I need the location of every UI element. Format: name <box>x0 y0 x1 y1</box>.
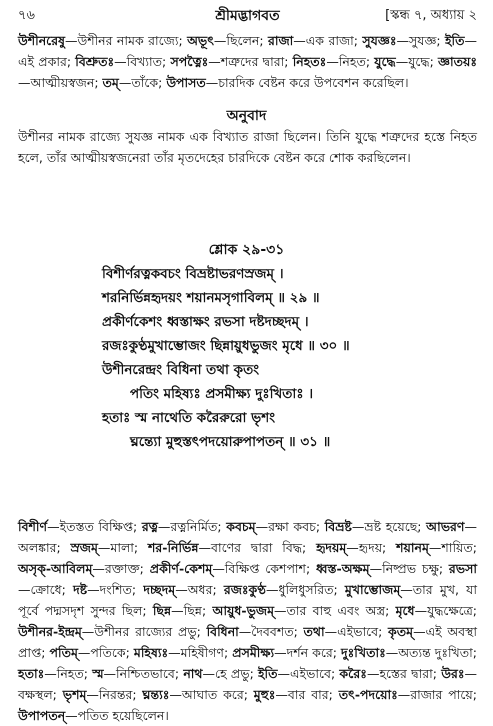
synonym-meaning: —হে প্রভু; <box>202 666 259 681</box>
synonym-meaning: —এইভাবে; <box>277 666 340 681</box>
synonym-meaning: —তাঁকে; <box>118 75 167 90</box>
synonym-word: ভৃশম্ <box>62 687 87 702</box>
synonym-meaning: —তার বাহু এবং অস্ত্র; <box>274 603 396 618</box>
synonym-meaning: —চারদিক বেষ্টন করে উপবেশন করেছিল। <box>205 75 409 90</box>
section-reference: [স্কন্ধ ৭, অধ্যায় ২ <box>385 8 477 23</box>
synonym-meaning: —এই অবস্থা প্রাপ্ত; <box>18 624 478 660</box>
synonym-word: পতিম্ <box>49 645 78 660</box>
synonym-meaning: —শত্রুদের দ্বারা; <box>208 54 293 69</box>
translation-heading: অনুবাদ <box>226 108 267 124</box>
synonyms-top <box>18 30 477 93</box>
verse-line: পতিং মহিষ্যঃ প্রসমীক্ষ্য দুঃখিতাঃ । <box>130 386 314 402</box>
synonym-word: বিভ্রষ্ট <box>324 519 352 534</box>
synonym-word: দষ্ট <box>73 582 88 597</box>
synonym-meaning: —পতিত হয়েছিলেন। <box>65 708 169 723</box>
synonym-word: শর-নির্ভিন্ন <box>147 540 199 555</box>
synonym-word: মুহুঃ <box>253 687 276 702</box>
synonym-meaning: —নিহত; <box>326 54 375 69</box>
synonym-word: স্রজম্ <box>70 540 98 555</box>
synonym-word: যুদ্ধে <box>374 54 396 69</box>
verse-line: হতাঃ স্ম নাথেতি করৈরুরো ভৃশং <box>102 410 276 426</box>
synonym-word: বিশীর্ণ <box>18 519 48 534</box>
synonym-meaning: —ভ্রষ্ট হয়েছে; <box>351 519 427 534</box>
synonym-word: তৎ-পদয়োঃ <box>338 687 398 702</box>
synonym-meaning: —ছিন্ন; <box>171 603 213 618</box>
synonym-meaning: —বাণের দ্বারা বিদ্ধ; <box>198 540 317 555</box>
synonym-meaning: —বক্ষস্থল; <box>18 666 477 702</box>
synonym-meaning: —বিক্ষিপ্ত কেশপাশ; <box>212 561 317 576</box>
synonym-meaning: —হৃদয়; <box>346 540 397 555</box>
synonym-word: কবচম্ <box>226 519 256 534</box>
verse-line: প্রকীর্ণকেশং ধ্বস্তাক্ষং রভসা দষ্টদচ্ছদম্ । <box>102 314 309 330</box>
book-title: শ্রীমদ্ভাগবত <box>215 8 280 24</box>
synonym-word: ধ্বস্ত-অক্ষম্ <box>316 561 370 576</box>
synonym-meaning: —শায়িত; <box>428 540 477 555</box>
synonym-meaning: —রাজার পায়ে; <box>397 687 478 702</box>
synonym-meaning: —হস্তের দ্বারা; <box>366 666 442 681</box>
synonym-word: হৃদয়ম্ <box>316 540 347 555</box>
synonyms-bottom <box>18 516 477 726</box>
synonym-word: স্ম <box>92 666 104 681</box>
synonym-meaning: —অলঙ্কার; <box>18 519 477 555</box>
synonym-word: রাজা <box>267 33 294 48</box>
synonym-meaning: —আত্মীয়স্বজন; <box>18 75 103 90</box>
synonym-word: হতাঃ <box>18 666 45 681</box>
synonym-meaning: —এই প্রকার; <box>18 33 477 69</box>
synonym-meaning: —রক্তাক্ত; <box>92 561 150 576</box>
synonym-word: মৃধে <box>395 603 415 618</box>
synonym-word: বিধিনা <box>206 624 239 639</box>
synonym-meaning: —ক্রোধে; <box>18 582 74 597</box>
synonym-meaning: —দংশিত; <box>87 582 144 597</box>
synonym-meaning: —এইভাবে; <box>324 624 389 639</box>
synonym-word: ছিন্ন <box>152 603 172 618</box>
synonym-meaning: —নিহত; <box>44 666 93 681</box>
verse-heading: শ্লোক ২৯-৩১ <box>208 242 285 258</box>
synonym-word: আভরণ <box>426 519 465 534</box>
synonym-word: তম্ <box>102 75 119 90</box>
synonym-word: সপত্নৈঃ <box>170 54 209 69</box>
synonym-meaning: —ইতস্তত বিক্ষিপ্ত; <box>47 519 142 534</box>
synonym-meaning: —সুযজ্ঞ; <box>396 33 446 48</box>
verse-block <box>18 262 477 454</box>
verse-line: ঘ্নন্ত্যো মুহুস্তৎপদয়োরুপাপতন্ ॥ ৩১ ॥ <box>130 434 331 450</box>
synonym-word: অভূৎ <box>187 33 214 48</box>
synonym-word: উপাসত <box>166 75 206 90</box>
synonym-word: উরঃ <box>441 666 465 681</box>
synonym-word: করৈঃ <box>339 666 367 681</box>
synonym-word: রভসা <box>448 561 477 576</box>
synonym-word: বিশ্রুতঃ <box>75 54 115 69</box>
synonym-meaning: —উশীনর রাজ্যের প্রভু; <box>81 624 207 639</box>
synonym-meaning: —নিশ্চিতভাবে; <box>103 666 184 681</box>
synonym-meaning: —অধর; <box>175 582 224 597</box>
synonym-meaning: —ছিলেন; <box>213 33 268 48</box>
synonym-word: মহিষ্যঃ <box>133 645 169 660</box>
synonym-word: ঘ্নন্ত্যঃ <box>142 687 170 702</box>
synonym-meaning: —তার মুখ, যা পূর্বে পদ্মসদৃশ সুন্দর ছিল; <box>18 582 477 618</box>
synonym-meaning: —এক রাজা; <box>293 33 363 48</box>
verse-line: রজঃকুণ্ঠমুখাম্ভোজং ছিন্নায়ুধভুজং মৃধে ॥ ৩০ ॥ <box>102 338 350 354</box>
synonym-word: রত্ন <box>141 519 158 534</box>
translation-text: উশীনর নামক রাজ্যে সুযজ্ঞ নামক এক বিখ্যাত রাজা ছিলেন। তিনি যুদ্ধে শত্রুদের হস্তে নিহত হলে, তাঁর আত্মীয়স্বজনেরা তাঁর মৃতদেহের চারদিকে বেষ্টন করে শোক করছিলেন। <box>18 129 477 165</box>
synonym-word: প্রসমীক্ষ্য <box>232 645 275 660</box>
synonym-word: মুখাম্ভোজম্ <box>344 582 401 597</box>
synonym-meaning: —রক্ষা কবচ; <box>255 519 325 534</box>
synonym-meaning: —দৈববশত; <box>238 624 304 639</box>
synonym-meaning: —যুদ্ধে; <box>395 54 439 69</box>
synonym-meaning: —বিখ্যাত; <box>114 54 171 69</box>
synonym-meaning: —নিষ্প্রভ চক্ষু; <box>369 561 449 576</box>
synonym-word: আয়ুধ-ভুজম্ <box>212 603 275 618</box>
synonym-word: ইতি <box>258 666 278 681</box>
synonym-meaning: —মহিষীগণ; <box>168 645 233 660</box>
synonym-meaning: —দর্শন করে; <box>274 645 342 660</box>
synonym-word: উপাপতন্ <box>18 708 66 723</box>
synonym-word: নাথ <box>183 666 203 681</box>
page-number: ৭৬ <box>18 8 35 23</box>
verse-line: শরনির্ভিন্নহৃদয়ং শয়ানমসৃগাবিলম্ ॥ ২৯ ॥ <box>102 290 320 306</box>
synonym-meaning: —নিরন্তর; <box>86 687 143 702</box>
synonym-word: শয়ানম্ <box>396 540 429 555</box>
synonym-word: দুঃখিতাঃ <box>341 645 386 660</box>
synonym-meaning: —রত্ননির্মিত; <box>157 519 227 534</box>
synonym-meaning: —যুদ্ধক্ষেত্রে; <box>414 603 477 618</box>
synonym-word: সুযজ্ঞঃ <box>362 33 397 48</box>
synonym-word: ইতি <box>445 33 465 48</box>
verse-line: বিশীর্ণরত্নকবচং বিভ্রষ্টাভরণস্রজম্ । <box>102 266 284 282</box>
synonym-word: রজঃকুণ্ঠ <box>223 582 266 597</box>
synonym-word: নিহতঃ <box>292 54 327 69</box>
synonym-meaning: —উশীনর নামক রাজ্যে; <box>64 33 188 48</box>
synonym-meaning: —পতিকে; <box>77 645 134 660</box>
synonym-meaning: —মালা; <box>97 540 148 555</box>
verse-line: উশীনরেন্দ্রং বিধিনা তথা কৃতং <box>102 362 260 378</box>
synonym-meaning: —ধুলিধুসরিত; <box>265 582 345 597</box>
synonym-word: উশীনরেষু <box>18 33 65 48</box>
synonym-word: প্রকীর্ণ-কেশম্ <box>149 561 213 576</box>
synonym-word: তথা <box>303 624 325 639</box>
synonym-meaning: —বার বার; <box>275 687 339 702</box>
synonym-word: কৃতম্ <box>388 624 414 639</box>
page-header <box>18 4 477 26</box>
synonym-word: জ্ঞাতয়ঃ <box>438 54 478 69</box>
synonym-word: দচ্ছদম্ <box>143 582 176 597</box>
synonym-word: উশীনর-ইন্দ্রম্ <box>18 624 82 639</box>
synonym-word: অসৃক্-আবিলম্ <box>18 561 93 576</box>
synonym-meaning: —অত্যন্ত দুঃখিতা; <box>385 645 477 660</box>
synonym-meaning: —আঘাত করে; <box>169 687 254 702</box>
